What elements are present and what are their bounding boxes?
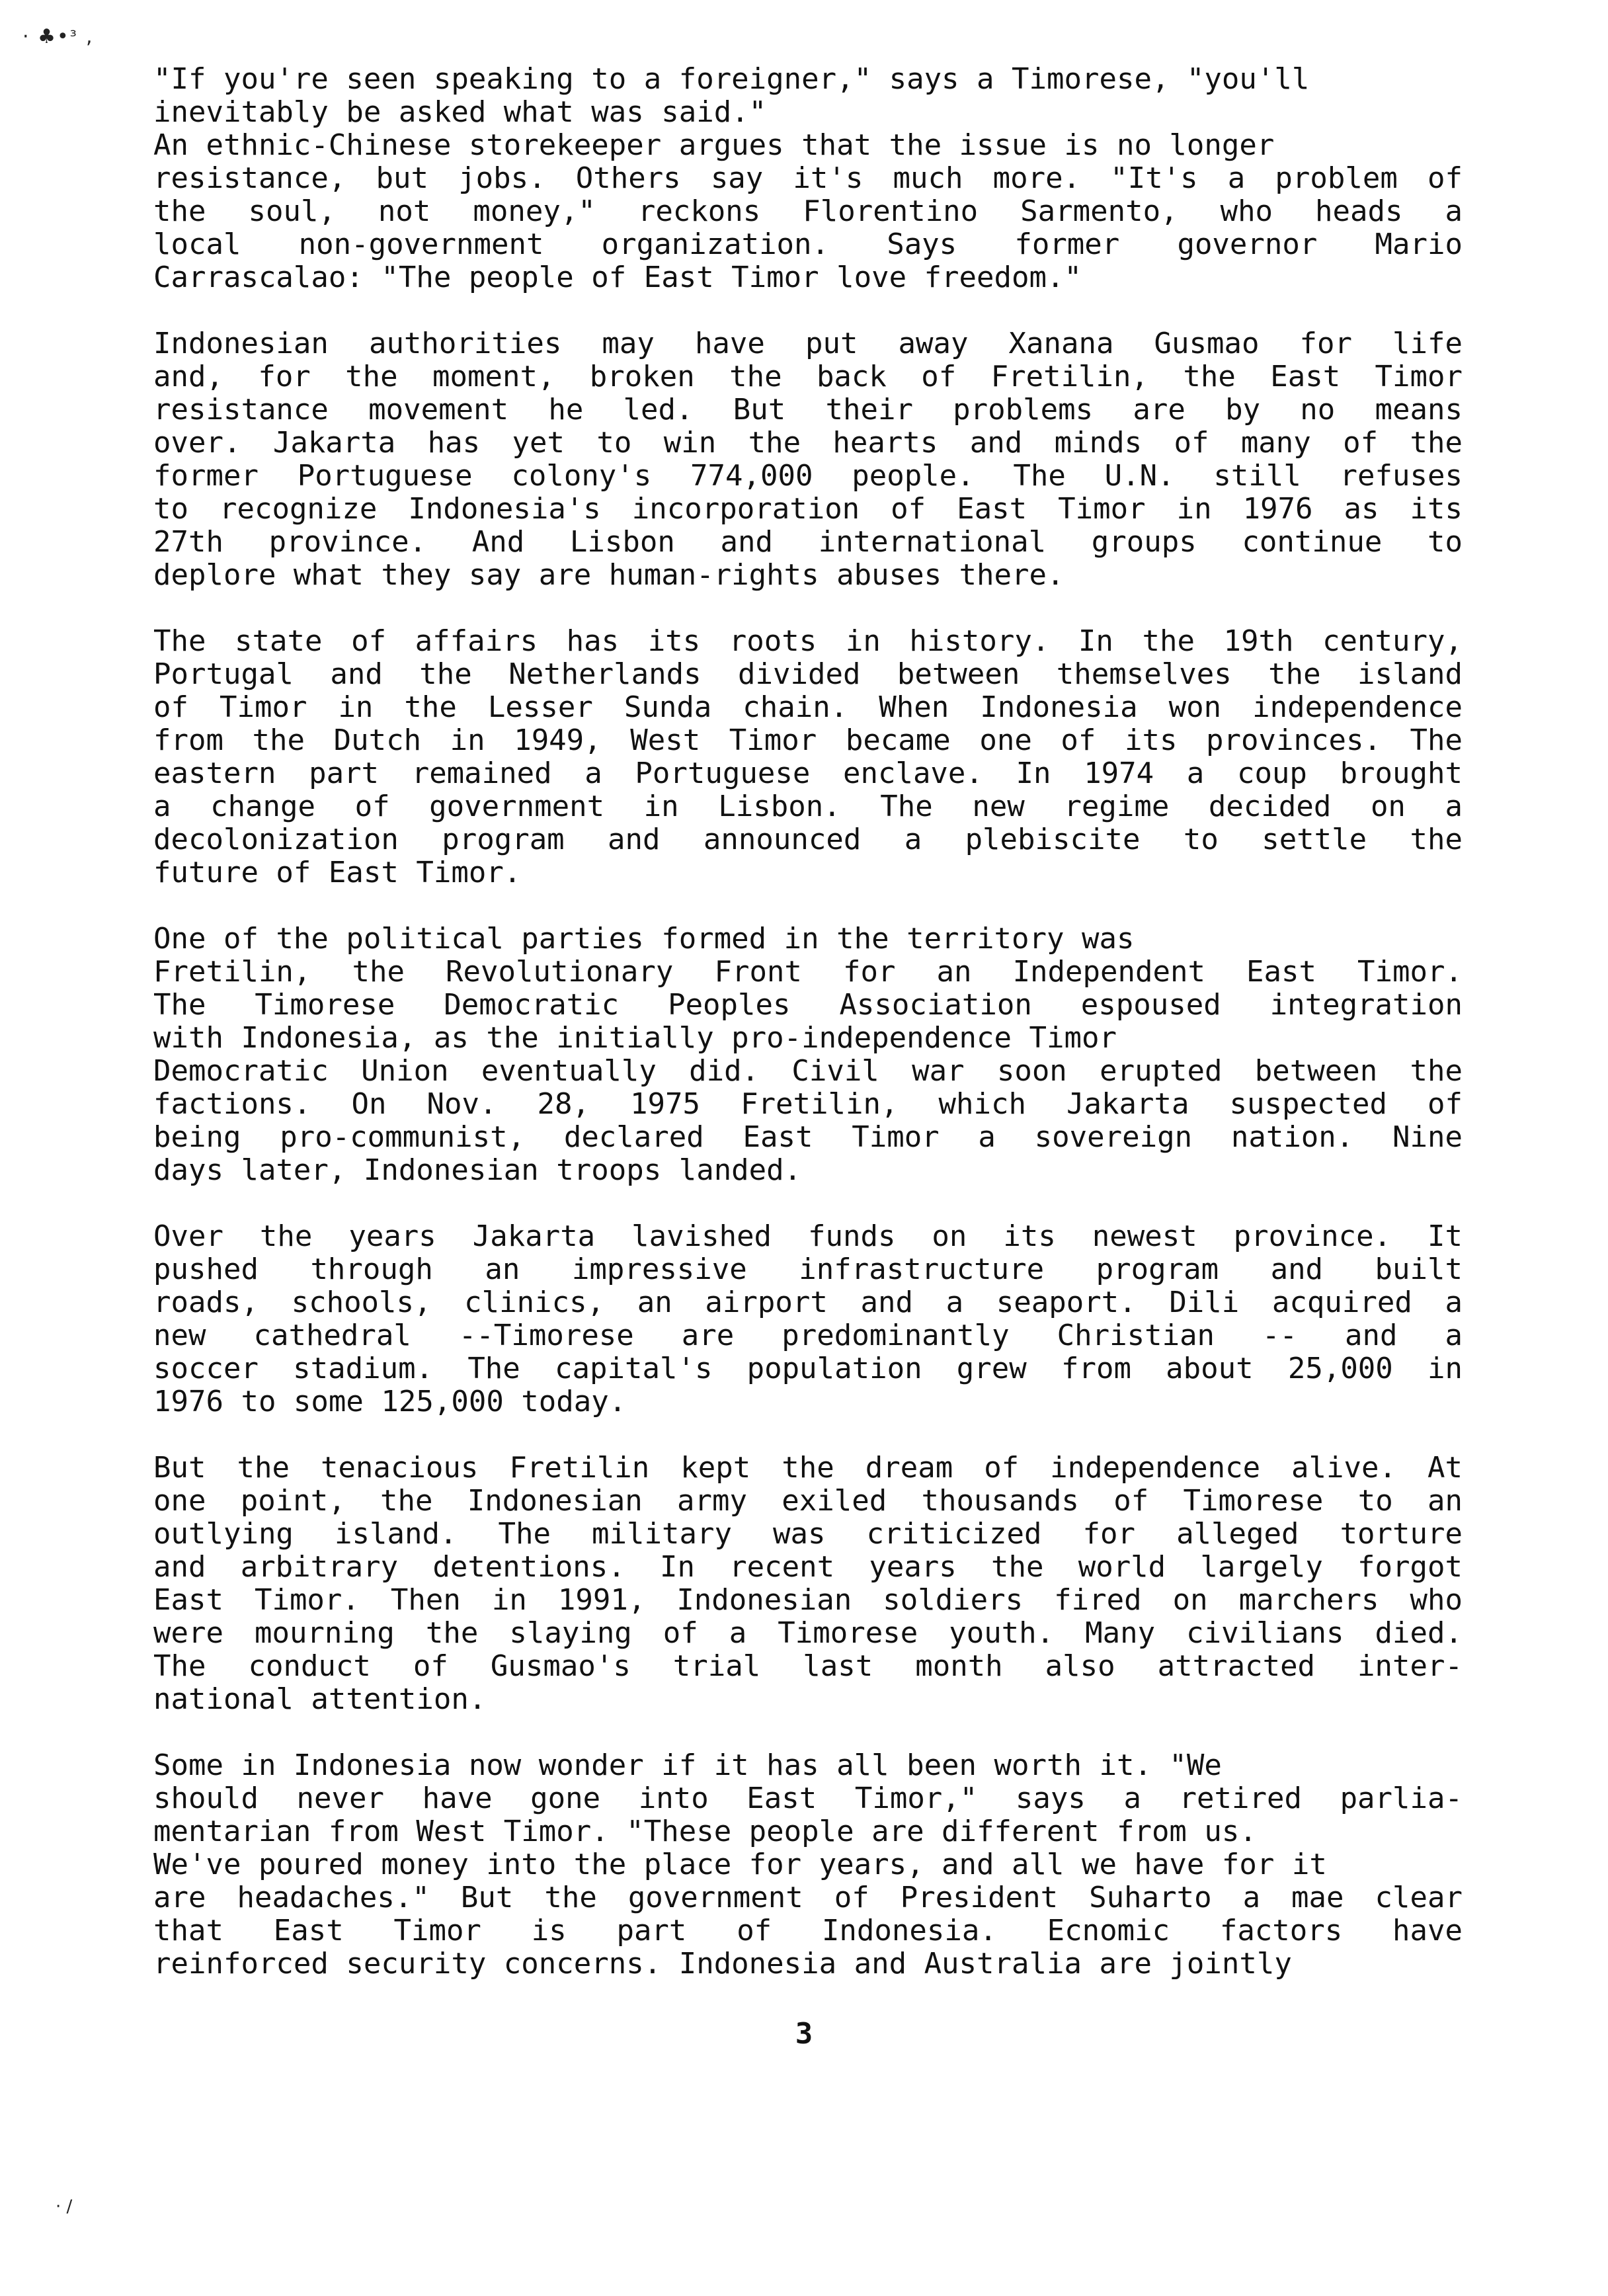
paragraph: [153, 1220, 1463, 1418]
text-line: the soul, not money," reckons Florentino Sarmento, who heads a: [153, 194, 1463, 228]
text-line: were mourning the slaying of a Timorese youth. Many civilians died.: [153, 1616, 1463, 1650]
text-line: mentarian from West Timor. "These people are different from us.: [153, 1815, 1257, 1848]
text-line: of Timor in the Lesser Sunda chain. When Indonesia won independence: [153, 690, 1463, 724]
text-line: local non-government organization. Says former governor Mario: [153, 227, 1463, 261]
text-line: One of the political parties formed in the territory was: [153, 922, 1135, 956]
paragraph: [153, 1749, 1463, 1981]
text-line: pushed through an impressive infrastructure program and built: [153, 1252, 1463, 1286]
text-line: Democratic Union eventually did. Civil war soon erupted between the: [153, 1054, 1463, 1088]
text-line: reinforced security concerns. Indonesia and Australia are jointly: [153, 1947, 1292, 1981]
text-line: We've poured money into the place for years, and all we have for it: [153, 1848, 1327, 1881]
article-body: [153, 63, 1463, 2014]
paragraph: [153, 922, 1463, 1187]
text-line: that East Timor is part of Indonesia. Ecnomic factors have: [153, 1914, 1463, 1948]
text-line: deplore what they say are human-rights abuses there.: [153, 558, 1065, 592]
text-line: outlying island. The military was criticized for alleged torture: [153, 1517, 1463, 1551]
text-line: resistance, but jobs. Others say it's much more. "It's a problem of: [153, 161, 1463, 195]
text-line: An ethnic-Chinese storekeeper argues that the issue is no longer: [153, 128, 1275, 162]
text-line: East Timor. Then in 1991, Indonesian soldiers fired on marchers who: [153, 1583, 1463, 1617]
text-line: The state of affairs has its roots in history. In the 19th century,: [153, 624, 1463, 658]
text-line: Carrascalao: "The people of East Timor love freedom.": [153, 261, 1082, 294]
text-line: 1976 to some 125,000 today.: [153, 1385, 627, 1418]
text-line: a change of government in Lisbon. The new regime decided on a: [153, 790, 1463, 823]
text-line: over. Jakarta has yet to win the hearts and minds of many of the: [153, 426, 1463, 460]
paragraph: [153, 63, 1463, 129]
text-line: 27th province. And Lisbon and international groups continue to: [153, 525, 1463, 559]
text-line: Indonesian authorities may have put away Xanana Gusmao for life: [153, 327, 1463, 360]
text-line: one point, the Indonesian army exiled thousands of Timorese to an: [153, 1484, 1463, 1518]
text-line: eastern part remained a Portuguese enclave. In 1974 a coup brought: [153, 757, 1463, 790]
text-line: factions. On Nov. 28, 1975 Fretilin, which Jakarta suspected of: [153, 1087, 1463, 1121]
text-line: and, for the moment, broken the back of Fretilin, the East Timor: [153, 360, 1463, 393]
text-line: future of East Timor.: [153, 856, 522, 889]
text-line: The conduct of Gusmao's trial last month also attracted inter-: [153, 1649, 1463, 1683]
text-line: with Indonesia, as the initially pro-independence Timor: [153, 1021, 1117, 1055]
text-line: from the Dutch in 1949, West Timor became one of its provinces. The: [153, 723, 1463, 757]
scan-artifact-mark: · ♣•ᶟ ,: [22, 25, 94, 48]
text-line: days later, Indonesian troops landed.: [153, 1153, 802, 1187]
text-line: The Timorese Democratic Peoples Association espoused integration: [153, 988, 1463, 1022]
scan-artifact-mark-bottom: · /: [56, 2197, 73, 2217]
text-line: former Portuguese colony's 774,000 people. The U.N. still refuses: [153, 459, 1463, 493]
text-line: national attention.: [153, 1682, 487, 1716]
text-line: Fretilin, the Revolutionary Front for an Independent East Timor.: [153, 955, 1463, 989]
text-line: roads, schools, clinics, an airport and a seaport. Dili acquired a: [153, 1286, 1463, 1319]
paragraph: [153, 625, 1463, 889]
paragraph: [153, 1452, 1463, 1716]
text-line: resistance movement he led. But their problems are by no means: [153, 393, 1463, 427]
text-line: "If you're seen speaking to a foreigner," says a Timorese, "you'll: [153, 62, 1310, 96]
text-line: Some in Indonesia now wonder if it has all been worth it. "We: [153, 1748, 1222, 1782]
paragraph: [153, 129, 1463, 294]
page-number: 3: [795, 2017, 813, 2051]
text-line: are headaches." But the government of President Suharto a mae clear: [153, 1881, 1463, 1914]
text-line: and arbitrary detentions. In recent years the world largely forgot: [153, 1550, 1463, 1584]
text-line: being pro-communist, declared East Timor a sovereign nation. Nine: [153, 1120, 1463, 1154]
text-line: inevitably be asked what was said.": [153, 95, 767, 129]
text-line: should never have gone into East Timor," says a retired parlia-: [153, 1782, 1463, 1815]
text-line: But the tenacious Fretilin kept the dream of independence alive. At: [153, 1451, 1463, 1485]
text-line: soccer stadium. The capital's population grew from about 25,000 in: [153, 1352, 1463, 1385]
text-line: new cathedral --Timorese are predominantly Christian -- and a: [153, 1319, 1463, 1352]
paragraph: [153, 327, 1463, 592]
text-line: Portugal and the Netherlands divided between themselves the island: [153, 657, 1463, 691]
text-line: decolonization program and announced a plebiscite to settle the: [153, 823, 1463, 856]
text-line: Over the years Jakarta lavished funds on its newest province. It: [153, 1219, 1463, 1253]
text-line: to recognize Indonesia's incorporation of East Timor in 1976 as its: [153, 492, 1463, 526]
